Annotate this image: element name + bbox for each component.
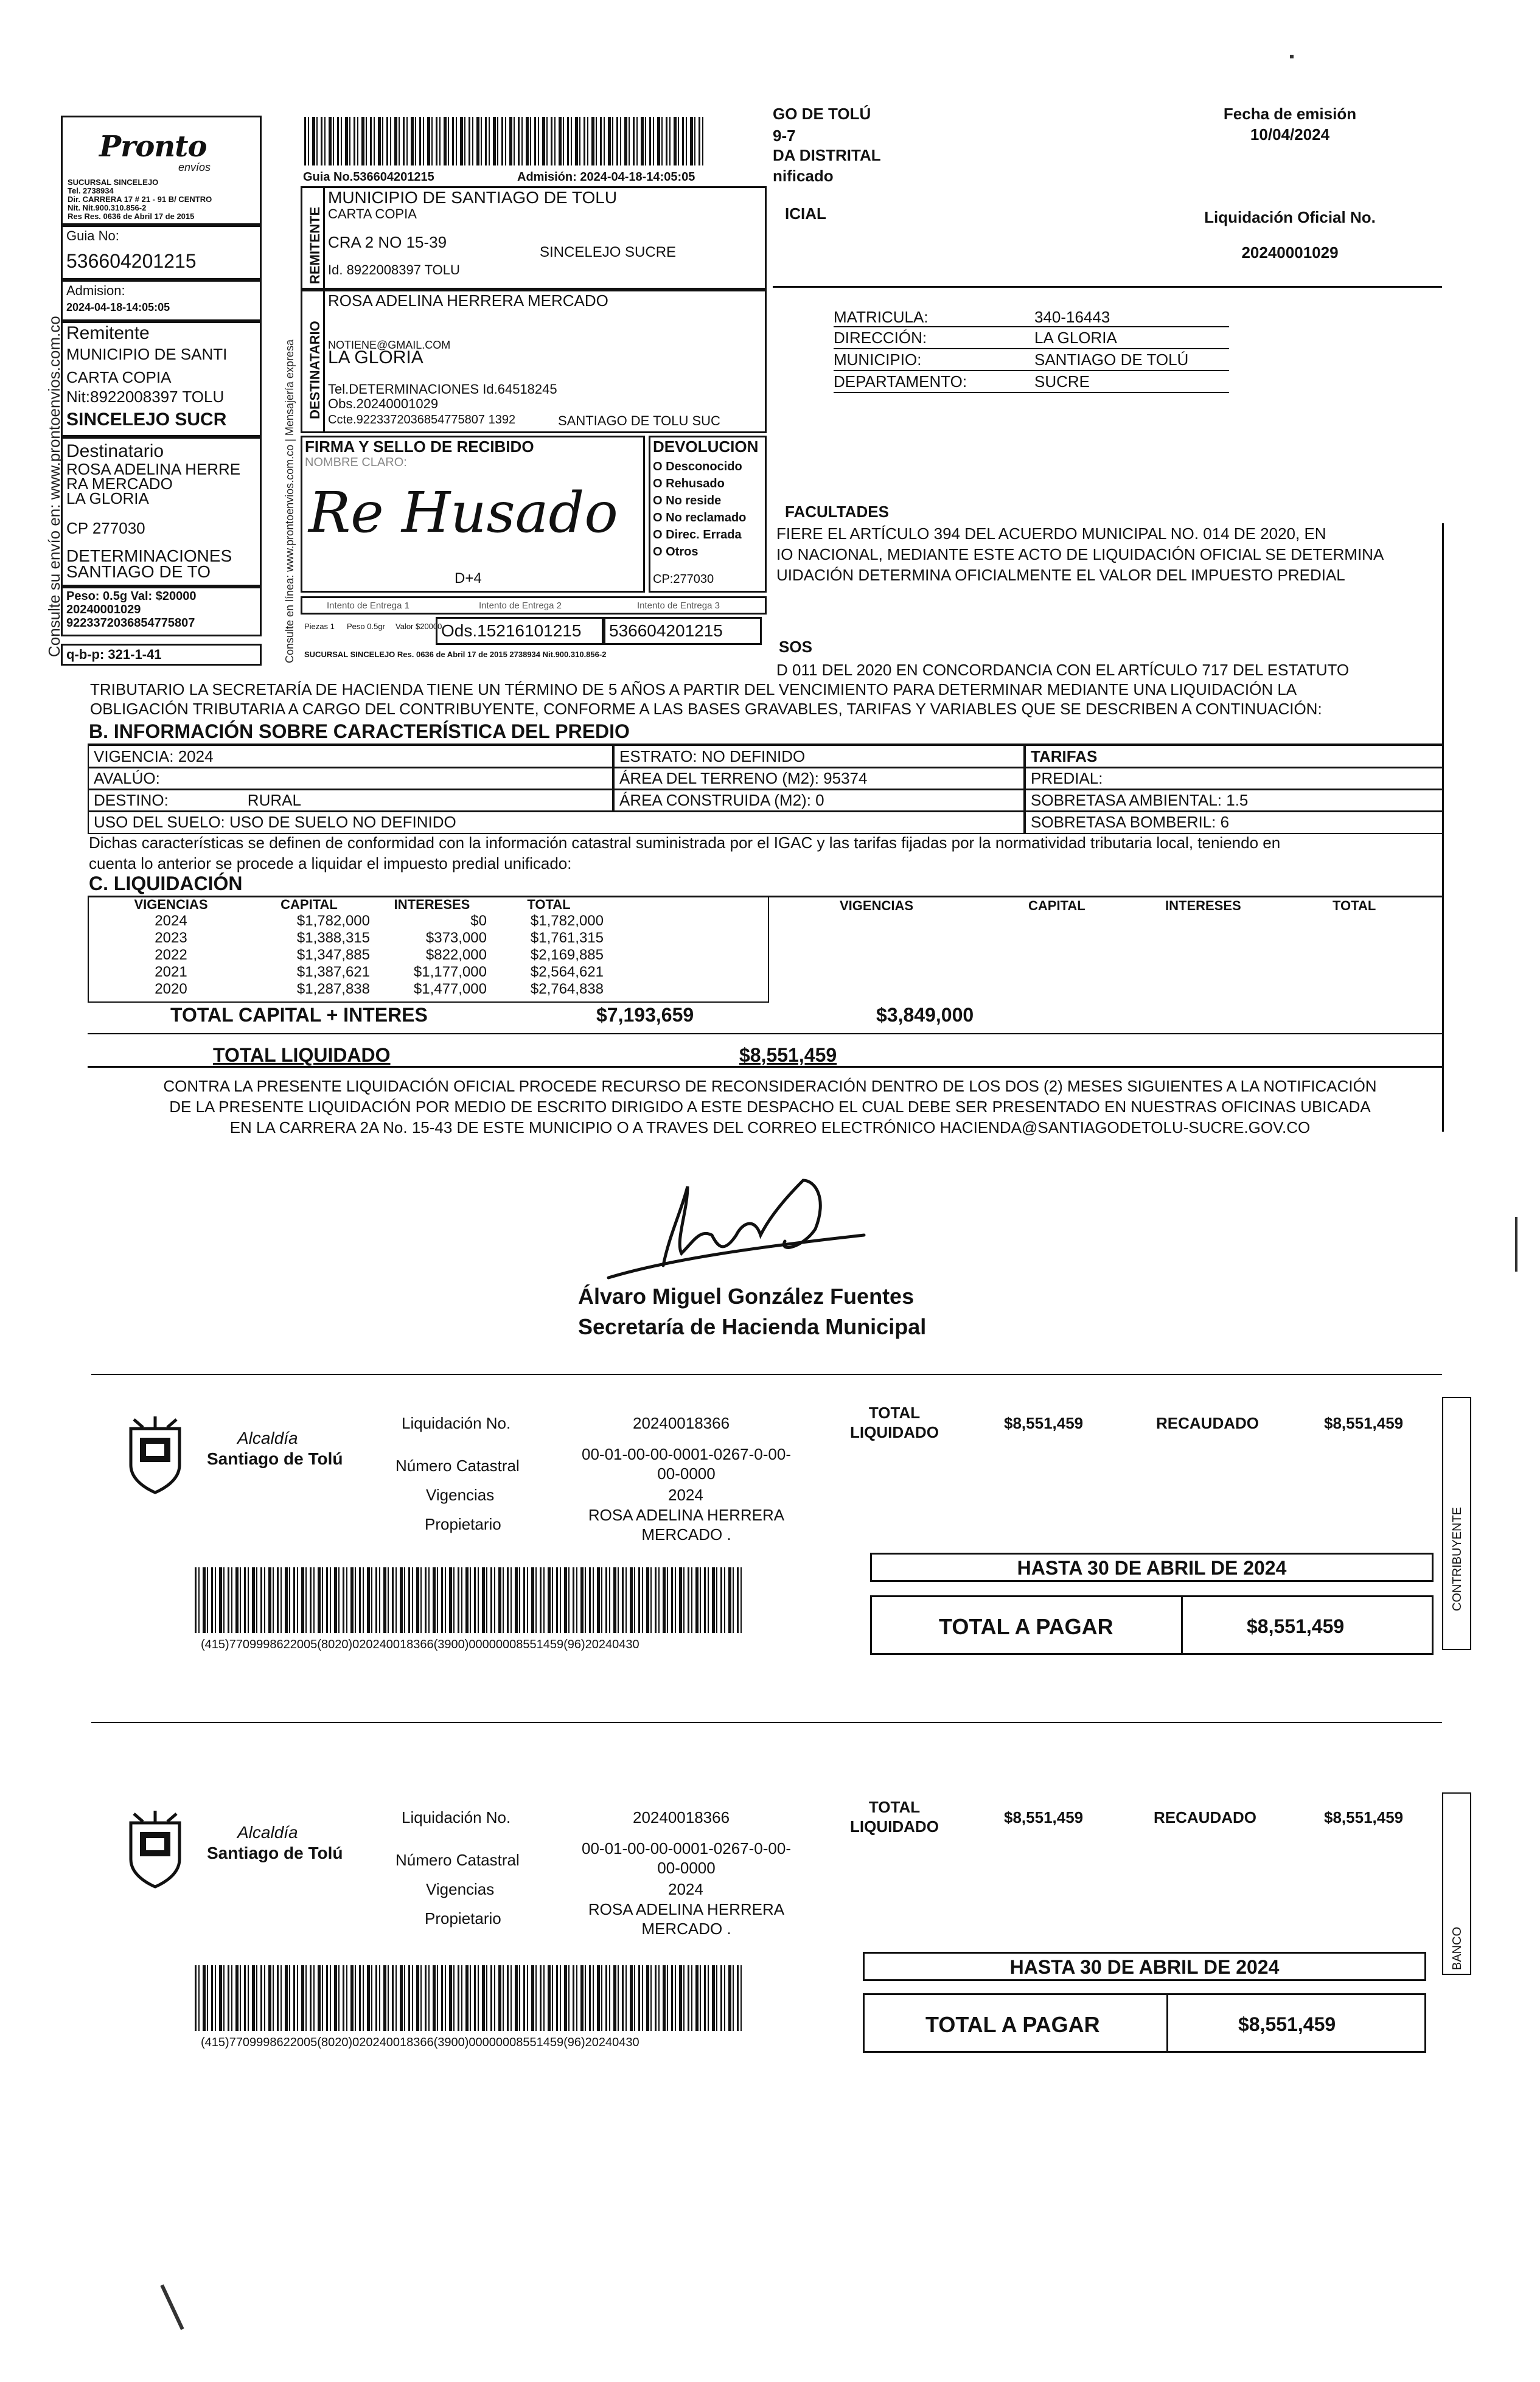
signer-title: Secretaría de Hacienda Municipal <box>578 1314 927 1339</box>
courier-dir: Dir. CARRERA 17 # 21 - 91 B/ CENTRO <box>68 195 212 204</box>
stub-barcode-text: (415)7709998622005(8020)020240018366(3900)00000008551459(96)20240430 <box>201 1638 639 1651</box>
table-row <box>97 947 607 964</box>
courier-footer: SUCURSAL SINCELEJO Res. 0636 de Abril 17 de 2015 2738934 Nit.900.310.856-2 <box>304 650 607 659</box>
scan-speck <box>1290 55 1294 58</box>
stub-recaudado-label: RECAUDADO <box>1154 1808 1256 1827</box>
stub-liq-value: 20240018366 <box>633 1808 730 1827</box>
alcaldia-label: Alcaldía <box>237 1823 298 1842</box>
remitente-line: CARTA COPIA <box>66 368 172 386</box>
table-row <box>97 930 607 947</box>
total-liquidado-value: $8,551,459 <box>739 1044 837 1066</box>
dest-box-line: LA GLORIA <box>328 347 423 367</box>
tarifas-label: TARIFAS <box>1025 745 1443 768</box>
guia-value: 536604201215 <box>66 250 197 272</box>
firma-nombre: NOMBRE CLARO: <box>305 456 407 469</box>
stub-propietario-value: ROSA ADELINA HERRERA <box>588 1506 785 1524</box>
matricula-value: 340-16443 <box>1034 308 1110 326</box>
dev-option-text: No reclamado <box>666 511 747 524</box>
stub-recaudado-value: $8,551,459 <box>1324 1414 1404 1432</box>
dev-option-text: Desconocido <box>666 460 742 473</box>
dest-box-line: ROSA ADELINA HERRERA MERCADO <box>328 291 608 310</box>
table-cell: 2020 <box>155 981 187 997</box>
divider <box>1166 1995 1168 2051</box>
piezas: Piezas 1 <box>304 622 335 631</box>
devolucion-box <box>649 436 767 593</box>
stub-pagar-value: $8,551,459 <box>1238 2013 1336 2035</box>
coat-of-arms-icon <box>122 1811 189 1890</box>
col-header: INTERESES <box>394 897 470 912</box>
divider <box>834 392 1229 393</box>
table-row <box>97 964 607 981</box>
stub-catastral-value: 00-0000 <box>657 1464 716 1483</box>
dev-option: O Rehusado <box>653 477 725 490</box>
dev-option: O Direc. Errada <box>653 528 742 542</box>
stub-side-box <box>1442 1792 1471 1975</box>
total-liquidado-label: TOTAL LIQUIDADO <box>213 1044 391 1066</box>
fecha-label: Fecha de emisión <box>1223 105 1357 123</box>
ods-box <box>436 617 604 645</box>
peso-cod: 9223372036854775807 <box>66 616 195 630</box>
dest-box-line: Obs.20240001029 <box>328 396 439 411</box>
stub-propietario-value: MERCADO . <box>641 1525 731 1544</box>
coat-of-arms-icon <box>122 1416 189 1496</box>
stub-total-liq-label: LIQUIDADO <box>850 1423 939 1441</box>
admision-box <box>61 280 262 321</box>
stub-hasta-box <box>870 1553 1434 1582</box>
sobretasa-bomberil: SOBRETASA BOMBERIL: 6 <box>1025 810 1443 834</box>
dev-option: O Desconocido <box>653 460 742 473</box>
guia-barcode <box>304 117 706 165</box>
stub-total-liq-label: LIQUIDADO <box>850 1817 939 1836</box>
liquidacion-body <box>97 913 607 998</box>
destinatario-main-box <box>301 290 767 433</box>
col-header-right: CAPITAL <box>1028 898 1085 913</box>
divider <box>834 326 1229 327</box>
divider <box>91 1374 1442 1375</box>
rem-box-line: CRA 2 NO 15-39 <box>328 233 447 251</box>
recurso-line: DE LA PRESENTE LIQUIDACIÓN POR MEDIO DE ESCRITO DIRIGIDO A ESTE DESPACHO EL CUAL DEBE SER PRESENTADO EN NUESTRAS OFICINAS UBICADA <box>169 1098 1371 1116</box>
stub-liq-label: Liquidación No. <box>402 1414 511 1432</box>
destinatario-det: DETERMINACIONES <box>66 546 232 565</box>
dev-option-text: Rehusado <box>666 477 725 490</box>
dest-box-line: NOTIENE@GMAIL.COM <box>328 339 451 351</box>
remitente-box <box>61 321 262 437</box>
qbp-value: q-b-p: 321-1-41 <box>66 647 162 662</box>
facultades-line: D 011 DEL 2020 EN CONCORDANCIA CON EL ARTÍCULO 717 DEL ESTATUTO <box>776 661 1350 679</box>
pronto-sub: envíos <box>178 161 211 173</box>
stub-barcode <box>195 1567 742 1633</box>
stub-side-box <box>1442 1397 1471 1650</box>
stub-barcode-text: (415)7709998622005(8020)020240018366(3900)00000008551459(96)20240430 <box>201 2036 639 2049</box>
rem-box-line: CARTA COPIA <box>328 206 417 221</box>
ods-value: Ods.15216101215 <box>441 621 582 640</box>
stub-hasta: HASTA 30 DE ABRIL DE 2024 <box>1017 1557 1287 1579</box>
org-line: nificado <box>773 167 834 185</box>
divider <box>1181 1597 1183 1653</box>
guia-small-box <box>604 617 762 645</box>
predial: PREDIAL: <box>1025 767 1443 790</box>
fecha-value: 10/04/2024 <box>1250 125 1330 144</box>
stub-catastral-value: 00-0000 <box>657 1859 716 1877</box>
destino <box>88 789 613 812</box>
dest-box-line: Tel.DETERMINACIONES Id.64518245 <box>328 381 557 397</box>
courier-brand-box <box>61 116 262 225</box>
courier-sucursal: SUCURSAL SINCELEJO <box>68 178 159 187</box>
facultades-sos: SOS <box>779 638 812 656</box>
departamento-label: DEPARTAMENTO: <box>834 372 967 391</box>
uso-suelo: USO DEL SUELO: USO DE SUELO NO DEFINIDO <box>88 810 1025 834</box>
stub-recaudado-value: $8,551,459 <box>1324 1808 1404 1827</box>
intento-1: Intento de Entrega 1 <box>327 601 409 611</box>
divider <box>91 1722 1442 1723</box>
intento-2: Intento de Entrega 2 <box>479 601 562 611</box>
table-row <box>97 913 607 930</box>
table-cell: $1,287,838 <box>296 981 370 997</box>
dev-option-text: Otros <box>666 545 699 559</box>
stub-barcode <box>195 1965 742 2031</box>
divider <box>88 1066 1443 1068</box>
stub-propietario-value: MERCADO . <box>641 1920 731 1938</box>
facultades-line: OBLIGACIÓN TRIBUTARIA A CARGO DEL CONTRIBUYENTE, CONFORME A LAS BASES GRAVABLES, TARIFAS Y VARIABLES QUE SE DESCRIBEN A CONTINUACIÓN: <box>90 700 1322 718</box>
firma-label: FIRMA Y SELLO DE RECIBIDO <box>305 437 534 456</box>
sobretasa-ambiental: SOBRETASA AMBIENTAL: 1.5 <box>1025 789 1443 812</box>
remitente-line: Nit:8922008397 TOLU <box>66 388 225 406</box>
courier-nit: Nit. Nit.900.310.856-2 <box>68 203 147 212</box>
table-cell: $1,177,000 <box>413 964 487 980</box>
intentos-box <box>301 596 767 615</box>
rem-box-line: MUNICIPIO DE SANTIAGO DE TOLU <box>328 188 618 207</box>
estrato: ESTRATO: NO DEFINIDO <box>613 745 1025 768</box>
stub-recaudado-label: RECAUDADO <box>1156 1414 1259 1432</box>
table-cell: 2021 <box>155 964 187 980</box>
remitente-main-box <box>301 186 767 290</box>
guia-box <box>61 225 262 280</box>
stub-catastral-value: 00-01-00-00-0001-0267-0-00- <box>581 1839 791 1858</box>
table-cell: 2024 <box>155 913 187 929</box>
stub-total-liq-value: $8,551,459 <box>1004 1414 1084 1432</box>
dest-box-line: SANTIAGO DE TOLU SUC <box>558 413 720 428</box>
col-header-right: INTERESES <box>1165 898 1241 913</box>
table-cell: $1,347,885 <box>296 947 370 963</box>
col-header-right: TOTAL <box>1333 898 1376 913</box>
table-cell: $1,477,000 <box>413 981 487 997</box>
divider <box>834 348 1229 349</box>
qbp-box <box>61 644 262 666</box>
table-header-row <box>97 897 607 913</box>
peso-ref: 20240001029 <box>66 603 141 616</box>
municipio-label: Santiago de Tolú <box>207 1844 343 1862</box>
table-cell: 2023 <box>155 930 187 946</box>
divider <box>834 370 1229 371</box>
facultades-line: FIERE EL ARTÍCULO 394 DEL ACUERDO MUNICIPAL NO. 014 DE 2020, EN <box>776 524 1326 543</box>
stub-propietario-value: ROSA ADELINA HERRERA <box>588 1900 785 1918</box>
rem-box-line: SINCELEJO SUCRE <box>540 244 677 260</box>
col-header: TOTAL <box>527 897 571 912</box>
stub-pagar-value: $8,551,459 <box>1247 1615 1345 1637</box>
stub-liq-value: 20240018366 <box>633 1414 730 1432</box>
destinatario-line: ROSA ADELINA HERRE <box>66 460 241 478</box>
courier-tel: Tel. 2738934 <box>68 186 114 195</box>
handwritten-signature <box>596 1174 901 1290</box>
signer-name: Álvaro Miguel González Fuentes <box>578 1284 915 1309</box>
stub-pagar-box <box>870 1595 1434 1655</box>
stub-liq-label: Liquidación No. <box>402 1808 511 1827</box>
stub-catastral-label: Número Catastral <box>395 1851 520 1869</box>
firma-d4: D+4 <box>455 570 482 587</box>
section-c-title: C. LIQUIDACIÓN <box>89 872 243 894</box>
courier-side-text-2: Consulte en línea: www.prontoenvios.com.co | Mensajería expresa <box>284 340 296 663</box>
destinatario-det: SANTIAGO DE TO <box>66 562 211 581</box>
vigencia: VIGENCIA: 2024 <box>88 745 613 768</box>
liquidacion-label: Liquidación Oficial No. <box>1204 208 1376 226</box>
liquidacion-value: 20240001029 <box>1241 243 1339 262</box>
nota-line: cuenta lo anterior se procede a liquidar el impuesto predial unificado: <box>89 854 572 872</box>
table-cell: $0 <box>470 913 487 929</box>
firma-box <box>301 436 645 593</box>
departamento-value: SUCRE <box>1034 372 1090 391</box>
intento-3: Intento de Entrega 3 <box>637 601 720 611</box>
destinatario-line: LA GLORIA <box>66 489 149 507</box>
destinatario-vert-label: DESTINATARIO <box>307 321 322 419</box>
remitente-line: SINCELEJO SUCR <box>66 409 227 430</box>
destino-value: RURAL <box>247 791 301 809</box>
stub-side-label: CONTRIBUYENTE <box>1451 1506 1464 1611</box>
dev-cp: CP:277030 <box>653 573 714 586</box>
recurso-line: CONTRA LA PRESENTE LIQUIDACIÓN OFICIAL PROCEDE RECURSO DE RECONSIDERACIÓN DENTRO DE LOS DOS (2) MESES SIGUIENTES A LA NOTIFICACIÓN <box>163 1077 1377 1095</box>
table-cell: $1,782,000 <box>530 913 604 929</box>
stub-side-label: BANCO <box>1451 1926 1464 1970</box>
stub-vigencias-value: 2024 <box>668 1880 703 1898</box>
org-line: 9-7 <box>773 127 796 145</box>
stub-hasta: HASTA 30 DE ABRIL DE 2024 <box>1009 1956 1280 1978</box>
remitente-vert-label: REMITENTE <box>307 206 322 284</box>
col-header-right: VIGENCIAS <box>840 898 914 913</box>
municipio-label: Santiago de Tolú <box>207 1449 343 1468</box>
admision-label: Admision: <box>66 283 125 298</box>
facultades-line: TRIBUTARIO LA SECRETARÍA DE HACIENDA TIENE UN TÉRMINO DE 5 AÑOS A PARTIR DEL VENCIMIENTO PARA DETERMINAR MEDIANTE UNA LIQUIDACIÓN LA <box>90 680 1297 698</box>
destinatario-label: Destinatario <box>66 441 164 461</box>
firma-handwritten: Re Husado <box>308 480 618 545</box>
nota-line: Dichas características se definen de conformidad con la información catastral suministrada por el IGAC y las tarifas fijadas por la normatividad tributaria local, teniendo en <box>89 834 1281 852</box>
dev-option: O No reside <box>653 494 722 507</box>
dev-option-text: No reside <box>666 494 722 507</box>
stub-total-liq-label: TOTAL <box>868 1404 921 1422</box>
org-line: DA DISTRITAL <box>773 146 881 164</box>
table-cell: $1,387,621 <box>296 964 370 980</box>
dev-option: O Otros <box>653 545 699 559</box>
total-capital: $7,193,659 <box>596 1004 694 1026</box>
facultades-title: FACULTADES <box>785 503 889 521</box>
table-cell: $2,169,885 <box>530 947 604 963</box>
table-cell: $1,782,000 <box>296 913 370 929</box>
admision-line: Admisión: 2024-04-18-14:05:05 <box>517 170 695 184</box>
destinatario-cp: CP 277030 <box>66 519 145 537</box>
area-construida: ÁREA CONSTRUIDA (M2): 0 <box>613 789 1025 812</box>
table-cell: $1,388,315 <box>296 930 370 946</box>
guia-no-line: Guia No.536604201215 <box>303 170 434 184</box>
facultades-line: UIDACIÓN DETERMINA OFICIALMENTE EL VALOR DEL IMPUESTO PREDIAL <box>776 566 1345 584</box>
table-cell: $2,564,621 <box>530 964 604 980</box>
dev-option-text: Direc. Errada <box>666 528 742 542</box>
destinatario-box <box>61 437 262 587</box>
table-cell: $1,761,315 <box>530 930 604 946</box>
courier-side-text: Consulte su envío en: www.prontoenvios.com.co <box>45 316 63 657</box>
stub-catastral-value: 00-01-00-00-0001-0267-0-00- <box>581 1445 791 1463</box>
col-header: CAPITAL <box>280 897 338 912</box>
divider <box>88 1033 1443 1034</box>
stub-total-liq-label: TOTAL <box>868 1798 921 1816</box>
devolucion-label: DEVOLUCION <box>653 437 759 456</box>
divider <box>323 291 325 431</box>
liquidacion-table <box>97 897 607 998</box>
destinatario-line: RA MERCADO <box>66 475 173 493</box>
facultades-line: IO NACIONAL, MEDIANTE ESTE ACTO DE LIQUIDACIÓN OFICIAL SE DETERMINA <box>776 545 1384 563</box>
stub-propietario-label: Propietario <box>425 1515 501 1533</box>
total-intereses: $3,849,000 <box>876 1004 974 1026</box>
admision-value: 2024-04-18-14:05:05 <box>66 301 170 313</box>
direccion-label: DIRECCIÓN: <box>834 329 927 347</box>
rem-box-line: Id. 8922008397 TOLU <box>328 262 460 277</box>
avaluo: AVALÚO: <box>88 767 613 790</box>
area-terreno: ÁREA DEL TERRENO (M2): 95374 <box>613 767 1025 790</box>
table-cell: $373,000 <box>425 930 487 946</box>
peso-box <box>61 587 262 636</box>
municipio-value: SANTIAGO DE TOLÚ <box>1034 350 1189 369</box>
guia-small-value: 536604201215 <box>609 621 723 640</box>
destino-label: DESTINO: <box>94 791 169 809</box>
scan-speck <box>1515 1217 1517 1272</box>
org-line: GO DE TOLÚ <box>773 105 871 123</box>
table-row <box>97 981 607 998</box>
total-capital-interes-label: TOTAL CAPITAL + INTERES <box>170 1004 428 1026</box>
stub-total-liq-value: $8,551,459 <box>1004 1808 1084 1827</box>
remitente-line: MUNICIPIO DE SANTI <box>66 345 228 363</box>
peso-small: Peso 0.5gr <box>347 622 385 631</box>
stub-vigencias-value: 2024 <box>668 1486 703 1504</box>
stub-pagar-box <box>863 1993 1426 2053</box>
stub-propietario-label: Propietario <box>425 1909 501 1928</box>
alcaldia-label: Alcaldía <box>237 1429 298 1447</box>
table-cell: $822,000 <box>425 947 487 963</box>
scan-speck <box>160 2284 184 2330</box>
divider <box>773 286 1442 288</box>
remitente-label: Remitente <box>66 323 150 343</box>
matricula-label: MATRICULA: <box>834 308 929 326</box>
divider <box>323 188 325 288</box>
stub-hasta-box <box>863 1952 1426 1981</box>
municipio-label: MUNICIPIO: <box>834 350 922 369</box>
stub-vigencias-label: Vigencias <box>426 1880 495 1898</box>
pronto-logo: Pronto <box>99 130 207 164</box>
peso-line: Peso: 0.5g Val: $20000 <box>66 590 197 603</box>
stub-pagar-label: TOTAL A PAGAR <box>925 2012 1100 2037</box>
stub-catastral-label: Número Catastral <box>395 1457 520 1475</box>
guia-label: Guia No: <box>66 228 119 243</box>
section-b-title: B. INFORMACIÓN SOBRE CARACTERÍSTICA DEL PREDIO <box>89 720 630 742</box>
courier-res: Res Res. 0636 de Abril 17 de 2015 <box>68 212 195 221</box>
table-cell: 2022 <box>155 947 187 963</box>
org-line: ICIAL <box>785 204 826 223</box>
stub-pagar-label: TOTAL A PAGAR <box>939 1614 1113 1639</box>
valor-small: Valor $20000 <box>395 622 442 631</box>
direccion-value: LA GLORIA <box>1034 329 1117 347</box>
stub-vigencias-label: Vigencias <box>426 1486 495 1504</box>
recurso-line: EN LA CARRERA 2A No. 15-43 DE ESTE MUNICIPIO O A TRAVES DEL CORREO ELECTRÓNICO HACIENDA@SANTIAGODETOLU-SUCRE.GOV.CO <box>229 1118 1311 1137</box>
col-header: VIGENCIAS <box>134 897 208 912</box>
dest-box-line: Ccte.9223372036854775807 1392 <box>328 413 516 427</box>
dev-option: O No reclamado <box>653 511 747 524</box>
table-cell: $2,764,838 <box>530 981 604 997</box>
